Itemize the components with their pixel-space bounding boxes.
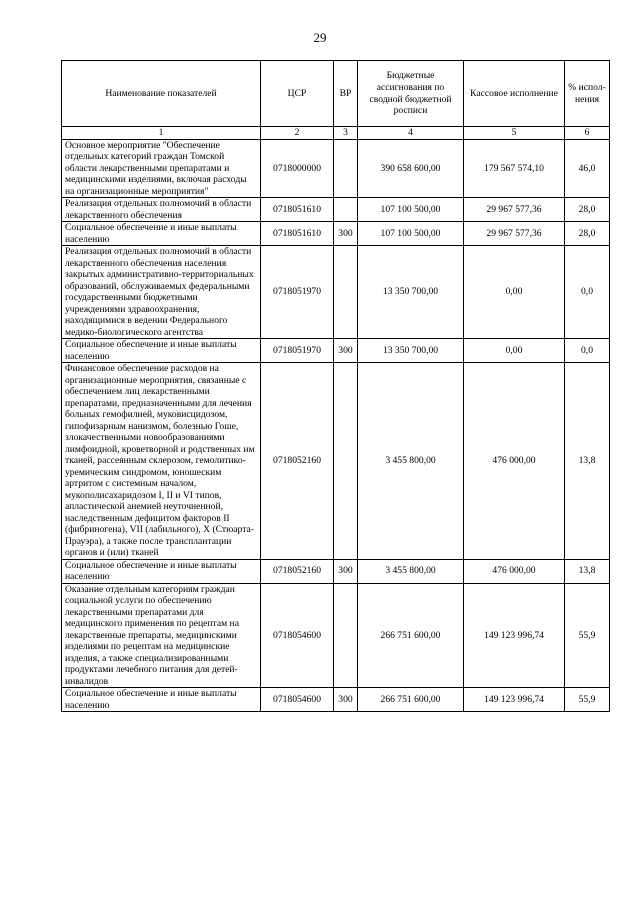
- row-csr: 0718051970: [261, 339, 334, 363]
- column-number: 5: [464, 127, 565, 140]
- header-percent: % испол-нения: [565, 61, 610, 127]
- row-csr: 0718000000: [261, 139, 334, 198]
- row-cash: 0,00: [464, 339, 565, 363]
- table-row: [62, 139, 610, 198]
- row-cash: 149 123 996,74: [464, 583, 565, 688]
- row-percent: 13,8: [565, 559, 610, 583]
- row-csr: 0718054600: [261, 688, 334, 712]
- row-budget: 3 455 800,00: [358, 363, 464, 560]
- row-cash: 0,00: [464, 246, 565, 339]
- row-percent: 0,0: [565, 339, 610, 363]
- row-csr: 0718051610: [261, 198, 334, 222]
- row-name: Социальное обеспечение и иные выплаты населению: [62, 339, 261, 363]
- row-name: Социальное обеспечение и иные выплаты населению: [62, 559, 261, 583]
- row-vr: 300: [334, 688, 358, 712]
- row-budget: 390 658 600,00: [358, 139, 464, 198]
- row-vr: [334, 198, 358, 222]
- row-budget: 266 751 600,00: [358, 688, 464, 712]
- column-number: 2: [261, 127, 334, 140]
- table-row: [62, 559, 610, 583]
- row-budget: 13 350 700,00: [358, 339, 464, 363]
- row-percent: 28,0: [565, 198, 610, 222]
- row-cash: 476 000,00: [464, 363, 565, 560]
- row-vr: 300: [334, 222, 358, 246]
- row-vr: 300: [334, 559, 358, 583]
- row-cash: 179 567 574,10: [464, 139, 565, 198]
- row-csr: 0718051610: [261, 222, 334, 246]
- column-number: 6: [565, 127, 610, 140]
- row-cash: 149 123 996,74: [464, 688, 565, 712]
- column-number: 4: [358, 127, 464, 140]
- budget-execution-table: [61, 60, 610, 712]
- header-csr: ЦСР: [261, 61, 334, 127]
- row-vr: 300: [334, 339, 358, 363]
- row-csr: 0718054600: [261, 583, 334, 688]
- row-vr: [334, 583, 358, 688]
- table-row: [62, 583, 610, 688]
- row-percent: 13,8: [565, 363, 610, 560]
- table-row: [62, 246, 610, 339]
- row-vr: [334, 139, 358, 198]
- row-budget: 266 751 600,00: [358, 583, 464, 688]
- row-percent: 55,9: [565, 583, 610, 688]
- row-cash: 476 000,00: [464, 559, 565, 583]
- row-percent: 0,0: [565, 246, 610, 339]
- row-percent: 46,0: [565, 139, 610, 198]
- row-name: Реализация отдельных полномочий в области лекарственного обеспечения: [62, 198, 261, 222]
- header-vr: ВР: [334, 61, 358, 127]
- row-name: Оказание отдельным категориям граждан социальной услуги по обеспечению лекарственными препаратами для медицинского применения по рецептам на лекарственные препараты, медицинскими изделиями по рецептам на медицинские изделия, а также специализированными продуктами лечебного питания для детей-инвалидов: [62, 583, 261, 688]
- page-number: 29: [313, 30, 327, 45]
- row-percent: 55,9: [565, 688, 610, 712]
- row-csr: 0718051970: [261, 246, 334, 339]
- row-csr: 0718052160: [261, 559, 334, 583]
- column-number: 3: [334, 127, 358, 140]
- row-vr: [334, 246, 358, 339]
- row-cash: 29 967 577,36: [464, 222, 565, 246]
- column-number: 1: [62, 127, 261, 140]
- row-name: Реализация отдельных полномочий в области лекарственного обеспечения населения закрытых административно-территориальных образований, обслуживаемых федеральными государственными бюджетными учреждениями здравоохранения, находящимися в ведении Федерального медико-биологического агентства: [62, 246, 261, 339]
- table-row: [62, 363, 610, 560]
- row-budget: 3 455 800,00: [358, 559, 464, 583]
- row-name: Основное мероприятие "Обеспечение отдельных категорий граждан Томской области лекарственными препаратами и медицинскими изделиями, включая расходы на организационные мероприятия": [62, 139, 261, 198]
- row-csr: 0718052160: [261, 363, 334, 560]
- row-budget: 13 350 700,00: [358, 246, 464, 339]
- row-vr: [334, 363, 358, 560]
- row-budget: 107 100 500,00: [358, 198, 464, 222]
- row-budget: 107 100 500,00: [358, 222, 464, 246]
- table-row: [62, 339, 610, 363]
- row-cash: 29 967 577,36: [464, 198, 565, 222]
- row-percent: 28,0: [565, 222, 610, 246]
- table-row: [62, 198, 610, 222]
- row-name: Финансовое обеспечение расходов на организационные мероприятия, связанные с обеспечением лиц лекарственными препаратами, предназначенными для лечения больных гемофилией, муковисцидозом, гипофизарным нанизмом, болезнью Гоше, злокачественными новообразованиями лимфоидной, кроветворной и родственных им тканей, рассеянным склерозом, гемолитико-уремическим синдромом, юношеским артритом с системным началом, мукополисахаридозом I, II и VI типов, апластической анемией неуточненной, наследственным дефицитом факторов II (фибриногена), VII (лабильного), X (Стюарта-Прауэра), а также после трансплантации органов и (или) тканей: [62, 363, 261, 560]
- header-row: [62, 61, 610, 127]
- header-cash: Кассовое исполнение: [464, 61, 565, 127]
- table-row: [62, 222, 610, 246]
- table-row: [62, 688, 610, 712]
- column-number-row: [62, 127, 610, 140]
- header-budget: Бюджетные ассигнования по сводной бюджетной росписи: [358, 61, 464, 127]
- row-name: Социальное обеспечение и иные выплаты населению: [62, 688, 261, 712]
- row-name: Социальное обеспечение и иные выплаты населению: [62, 222, 261, 246]
- header-name: Наименование показателей: [62, 61, 261, 127]
